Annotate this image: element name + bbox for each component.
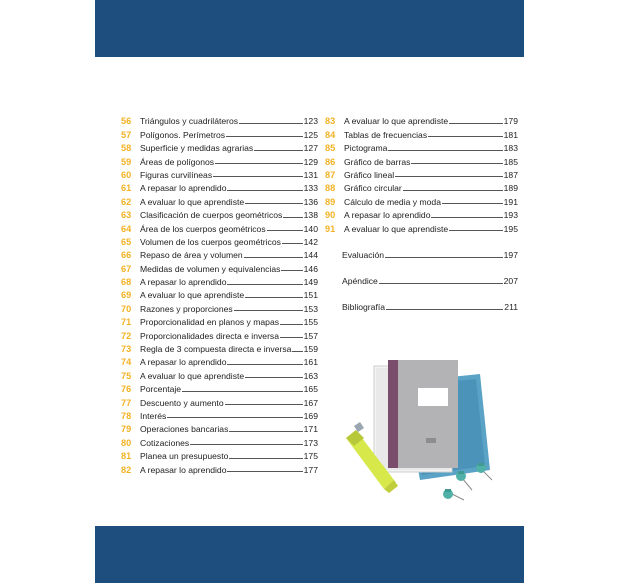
dot-leader bbox=[225, 404, 303, 405]
toc-entry-bibliografia[interactable] bbox=[342, 298, 518, 312]
toc-entry[interactable] bbox=[121, 260, 318, 273]
dot-leader bbox=[282, 243, 303, 244]
toc-entry-page: 189 bbox=[503, 183, 518, 194]
toc-entry-title: Interés bbox=[140, 410, 167, 421]
dot-leader bbox=[442, 203, 503, 204]
dot-leader bbox=[213, 176, 303, 177]
toc-entry-evaluacion[interactable] bbox=[342, 246, 518, 260]
toc-entry[interactable] bbox=[121, 274, 318, 287]
toc-entry[interactable] bbox=[121, 167, 318, 180]
toc-entry[interactable] bbox=[121, 448, 318, 461]
chapter-number: 63 bbox=[121, 210, 132, 221]
chapter-number: 84 bbox=[325, 129, 336, 140]
toc-entry-page: 171 bbox=[303, 424, 318, 435]
chapter-number: 58 bbox=[121, 143, 132, 154]
toc-entry-title: Descuento y aumento bbox=[140, 397, 224, 408]
toc-entry-page: 179 bbox=[503, 116, 518, 127]
dot-leader bbox=[229, 458, 302, 459]
toc-entry-title: A evaluar lo que aprendiste bbox=[344, 116, 449, 127]
toc-entry[interactable] bbox=[325, 113, 518, 126]
toc-entry-page: 187 bbox=[503, 169, 518, 180]
chapter-number: 89 bbox=[325, 196, 336, 207]
toc-entry-title: Tablas de frecuencias bbox=[344, 129, 428, 140]
chapter-number: 66 bbox=[121, 250, 132, 261]
toc-entry-title: Triángulos y cuadriláteros bbox=[140, 116, 239, 127]
toc-entry-page: 165 bbox=[303, 384, 318, 395]
toc-entry-page: 207 bbox=[503, 276, 518, 286]
chapter-number: 79 bbox=[121, 424, 132, 435]
toc-entry-title: Proporcionalidades directa e inversa bbox=[140, 330, 280, 341]
chapter-number: 72 bbox=[121, 330, 132, 341]
toc-entry-title: Razones y proporciones bbox=[140, 303, 233, 314]
toc-entry-title: Planea un presupuesto bbox=[140, 451, 229, 462]
chapter-number: 57 bbox=[121, 129, 132, 140]
push-pin-icon bbox=[443, 489, 464, 500]
dot-leader bbox=[280, 337, 303, 338]
toc-entry-title: Figuras curvilíneas bbox=[140, 169, 213, 180]
header-band bbox=[95, 0, 524, 57]
toc-entry-title: A evaluar lo que aprendiste bbox=[140, 370, 245, 381]
dot-leader bbox=[227, 284, 302, 285]
dot-leader bbox=[267, 230, 303, 231]
toc-entry-page: 185 bbox=[503, 156, 518, 167]
toc-entry-title: A repasar lo aprendido bbox=[140, 277, 227, 288]
toc-entry-page: 129 bbox=[303, 156, 318, 167]
dot-leader bbox=[215, 163, 303, 164]
dot-leader bbox=[245, 377, 303, 378]
toc-entry[interactable] bbox=[121, 367, 318, 380]
toc-entry[interactable] bbox=[121, 341, 318, 354]
toc-entry-title: A repasar lo aprendido bbox=[140, 357, 227, 368]
toc-entry[interactable] bbox=[121, 381, 318, 394]
toc-entry[interactable] bbox=[121, 220, 318, 233]
toc-entry[interactable] bbox=[121, 234, 318, 247]
chapter-number: 74 bbox=[121, 357, 132, 368]
dot-leader bbox=[239, 123, 303, 124]
dot-leader bbox=[386, 309, 503, 310]
chapter-number: 70 bbox=[121, 303, 132, 314]
toc-entry-title: A repasar lo aprendido bbox=[140, 183, 227, 194]
chapter-number: 85 bbox=[325, 143, 336, 154]
dot-leader bbox=[244, 257, 303, 258]
toc-entry[interactable] bbox=[121, 394, 318, 407]
toc-entry-title: Cálculo de media y moda bbox=[344, 196, 441, 207]
toc-entry[interactable] bbox=[325, 140, 518, 153]
toc-entry[interactable] bbox=[325, 153, 518, 166]
chapter-number: 56 bbox=[121, 116, 132, 127]
toc-entry-title: Superficie y medidas agrarias bbox=[140, 143, 254, 154]
toc-entry[interactable] bbox=[121, 314, 318, 327]
toc-entry-page: 153 bbox=[303, 303, 318, 314]
toc-entry[interactable] bbox=[121, 287, 318, 300]
chapter-number: 77 bbox=[121, 397, 132, 408]
dot-leader bbox=[245, 203, 303, 204]
dot-leader bbox=[431, 217, 502, 218]
chapter-number: 73 bbox=[121, 344, 132, 355]
toc-entry-page: 211 bbox=[504, 302, 518, 312]
chapter-number: 59 bbox=[121, 156, 132, 167]
toc-entry-title: Polígonos. Perímetros bbox=[140, 129, 226, 140]
dot-leader bbox=[449, 123, 503, 124]
footer-band bbox=[95, 526, 524, 583]
toc-entry-page: 142 bbox=[303, 236, 318, 247]
toc-entry[interactable] bbox=[325, 207, 518, 220]
dot-leader bbox=[227, 364, 302, 365]
toc-entry-page: 173 bbox=[303, 437, 318, 448]
chapter-number: 71 bbox=[121, 317, 132, 328]
toc-entry-title: Apéndice bbox=[342, 276, 378, 286]
dot-leader bbox=[385, 257, 503, 258]
chapter-number: 86 bbox=[325, 156, 336, 167]
dot-leader bbox=[229, 431, 302, 432]
toc-entry-title: Proporcionalidad en planos y mapas bbox=[140, 317, 280, 328]
toc-entry-title: Repaso de área y volumen bbox=[140, 250, 243, 261]
chapter-number: 69 bbox=[121, 290, 132, 301]
dot-leader bbox=[245, 297, 303, 298]
toc-entry[interactable] bbox=[121, 461, 318, 474]
toc-entry-page: 161 bbox=[303, 357, 318, 368]
toc-entry-page: 191 bbox=[503, 196, 518, 207]
chapter-number: 87 bbox=[325, 169, 336, 180]
toc-entry[interactable] bbox=[121, 327, 318, 340]
dot-leader bbox=[182, 391, 303, 392]
chapter-number: 65 bbox=[121, 236, 132, 247]
push-pin-icon bbox=[456, 471, 472, 490]
dot-leader bbox=[167, 417, 302, 418]
toc-entry-title: Gráfico circular bbox=[344, 183, 402, 194]
dot-leader bbox=[190, 444, 302, 445]
dot-leader bbox=[234, 310, 303, 311]
toc-entry[interactable] bbox=[325, 180, 518, 193]
toc-entry-page: 151 bbox=[303, 290, 318, 301]
toc-entry-page: 163 bbox=[303, 370, 318, 381]
toc-entry-title: Gráfico de barras bbox=[344, 156, 411, 167]
chapter-number: 75 bbox=[121, 370, 132, 381]
toc-entry-page: 193 bbox=[503, 210, 518, 221]
toc-entry-page: 136 bbox=[303, 196, 318, 207]
chapter-number: 81 bbox=[121, 451, 132, 462]
toc-entry[interactable] bbox=[325, 193, 518, 206]
toc-entry[interactable] bbox=[121, 408, 318, 421]
toc-entry-title: Gráfico lineal bbox=[344, 169, 395, 180]
dot-leader bbox=[388, 150, 502, 151]
toc-left-column bbox=[121, 113, 318, 475]
toc-entry-page: 140 bbox=[303, 223, 318, 234]
toc-entry[interactable] bbox=[121, 434, 318, 447]
chapter-number: 90 bbox=[325, 210, 336, 221]
dot-leader bbox=[292, 351, 302, 352]
chapter-number: 67 bbox=[121, 263, 132, 274]
chapter-number: 64 bbox=[121, 223, 132, 234]
dot-leader bbox=[449, 230, 503, 231]
chapter-number: 83 bbox=[325, 116, 336, 127]
toc-entry-page: 131 bbox=[303, 169, 318, 180]
chapter-number: 60 bbox=[121, 169, 132, 180]
toc-entry-page: 155 bbox=[303, 317, 318, 328]
toc-entry-page: 149 bbox=[303, 277, 318, 288]
toc-entry[interactable] bbox=[121, 113, 318, 126]
dot-leader bbox=[379, 283, 503, 284]
toc-entry-page: 169 bbox=[303, 410, 318, 421]
toc-entry-page: 125 bbox=[303, 129, 318, 140]
toc-entry-page: 159 bbox=[303, 344, 318, 355]
toc-entry[interactable] bbox=[121, 354, 318, 367]
toc-entry-title: Regla de 3 compuesta directa e inversa bbox=[140, 344, 292, 355]
toc-entry-title: A evaluar lo que aprendiste bbox=[344, 223, 449, 234]
dot-leader bbox=[227, 471, 302, 472]
toc-entry-page: 123 bbox=[303, 116, 318, 127]
chapter-number: 88 bbox=[325, 183, 336, 194]
dot-leader bbox=[226, 136, 303, 137]
chapter-number: 62 bbox=[121, 196, 132, 207]
chapter-number: 68 bbox=[121, 277, 132, 288]
toc-entry-title: Pictograma bbox=[344, 143, 388, 154]
toc-entry-page: 183 bbox=[503, 143, 518, 154]
push-pin-icon bbox=[476, 463, 492, 480]
dot-leader bbox=[227, 190, 302, 191]
dot-leader bbox=[395, 176, 503, 177]
toc-entry-title: Operaciones bancarias bbox=[140, 424, 229, 435]
dot-leader bbox=[411, 163, 502, 164]
toc-entry-page: 177 bbox=[303, 464, 318, 475]
toc-entry-page: 181 bbox=[503, 129, 518, 140]
toc-entry-title: A repasar lo aprendido bbox=[344, 210, 431, 221]
toc-entry-title: Porcentaje bbox=[140, 384, 182, 395]
dot-leader bbox=[283, 217, 302, 218]
toc-entry-page: 197 bbox=[503, 250, 518, 260]
toc-entry-title: A evaluar lo que aprendiste bbox=[140, 290, 245, 301]
dot-leader bbox=[428, 136, 503, 137]
chapter-number: 76 bbox=[121, 384, 132, 395]
chapter-number: 82 bbox=[121, 464, 132, 475]
toc-entry-title: Evaluación bbox=[342, 250, 385, 260]
notebook-icon bbox=[388, 360, 458, 468]
toc-entry[interactable] bbox=[325, 167, 518, 180]
toc-entry-title: Clasificación de cuerpos geométricos bbox=[140, 210, 283, 221]
toc-entry[interactable] bbox=[121, 193, 318, 206]
toc-entry[interactable] bbox=[121, 153, 318, 166]
toc-entry-title: Volumen de los cuerpos geométricos bbox=[140, 236, 281, 247]
toc-entry-page: 133 bbox=[303, 183, 318, 194]
toc-entry[interactable] bbox=[121, 140, 318, 153]
chapter-number: 78 bbox=[121, 410, 132, 421]
toc-entry-page: 157 bbox=[303, 330, 318, 341]
dot-leader bbox=[254, 150, 302, 151]
toc-entry[interactable] bbox=[121, 421, 318, 434]
toc-entry[interactable] bbox=[121, 180, 318, 193]
toc-entry-title: Bibliografía bbox=[342, 302, 385, 312]
toc-entry[interactable] bbox=[121, 207, 318, 220]
toc-entry-title: Cotizaciones bbox=[140, 437, 190, 448]
toc-entry[interactable] bbox=[121, 126, 318, 139]
toc-entry[interactable] bbox=[325, 220, 518, 233]
notebooks-illustration bbox=[340, 352, 500, 507]
toc-entry-page: 146 bbox=[303, 263, 318, 274]
dot-leader bbox=[281, 270, 302, 271]
toc-entry-page: 144 bbox=[303, 250, 318, 261]
toc-entry-page: 167 bbox=[303, 397, 318, 408]
dot-leader bbox=[403, 190, 503, 191]
toc-entry-title: A repasar lo aprendido bbox=[140, 464, 227, 475]
toc-entry-title: A evaluar lo que aprendiste bbox=[140, 196, 245, 207]
toc-entry[interactable] bbox=[121, 247, 318, 260]
toc-entry[interactable] bbox=[325, 126, 518, 139]
toc-entry-page: 138 bbox=[303, 210, 318, 221]
chapter-number: 91 bbox=[325, 223, 336, 234]
toc-right-column bbox=[325, 113, 518, 234]
toc-entry-page: 175 bbox=[303, 451, 318, 462]
toc-entry-apendice[interactable] bbox=[342, 272, 518, 286]
chapter-number: 80 bbox=[121, 437, 132, 448]
chapter-number: 61 bbox=[121, 183, 132, 194]
toc-entry-title: Medidas de volumen y equivalencias bbox=[140, 263, 281, 274]
toc-entry-page: 195 bbox=[503, 223, 518, 234]
dot-leader bbox=[280, 324, 303, 325]
toc-entry-page: 127 bbox=[303, 143, 318, 154]
toc-entry[interactable] bbox=[121, 300, 318, 313]
toc-entry-title: Área de los cuerpos geométricos bbox=[140, 223, 266, 234]
toc-entry-title: Áreas de polígonos bbox=[140, 156, 215, 167]
